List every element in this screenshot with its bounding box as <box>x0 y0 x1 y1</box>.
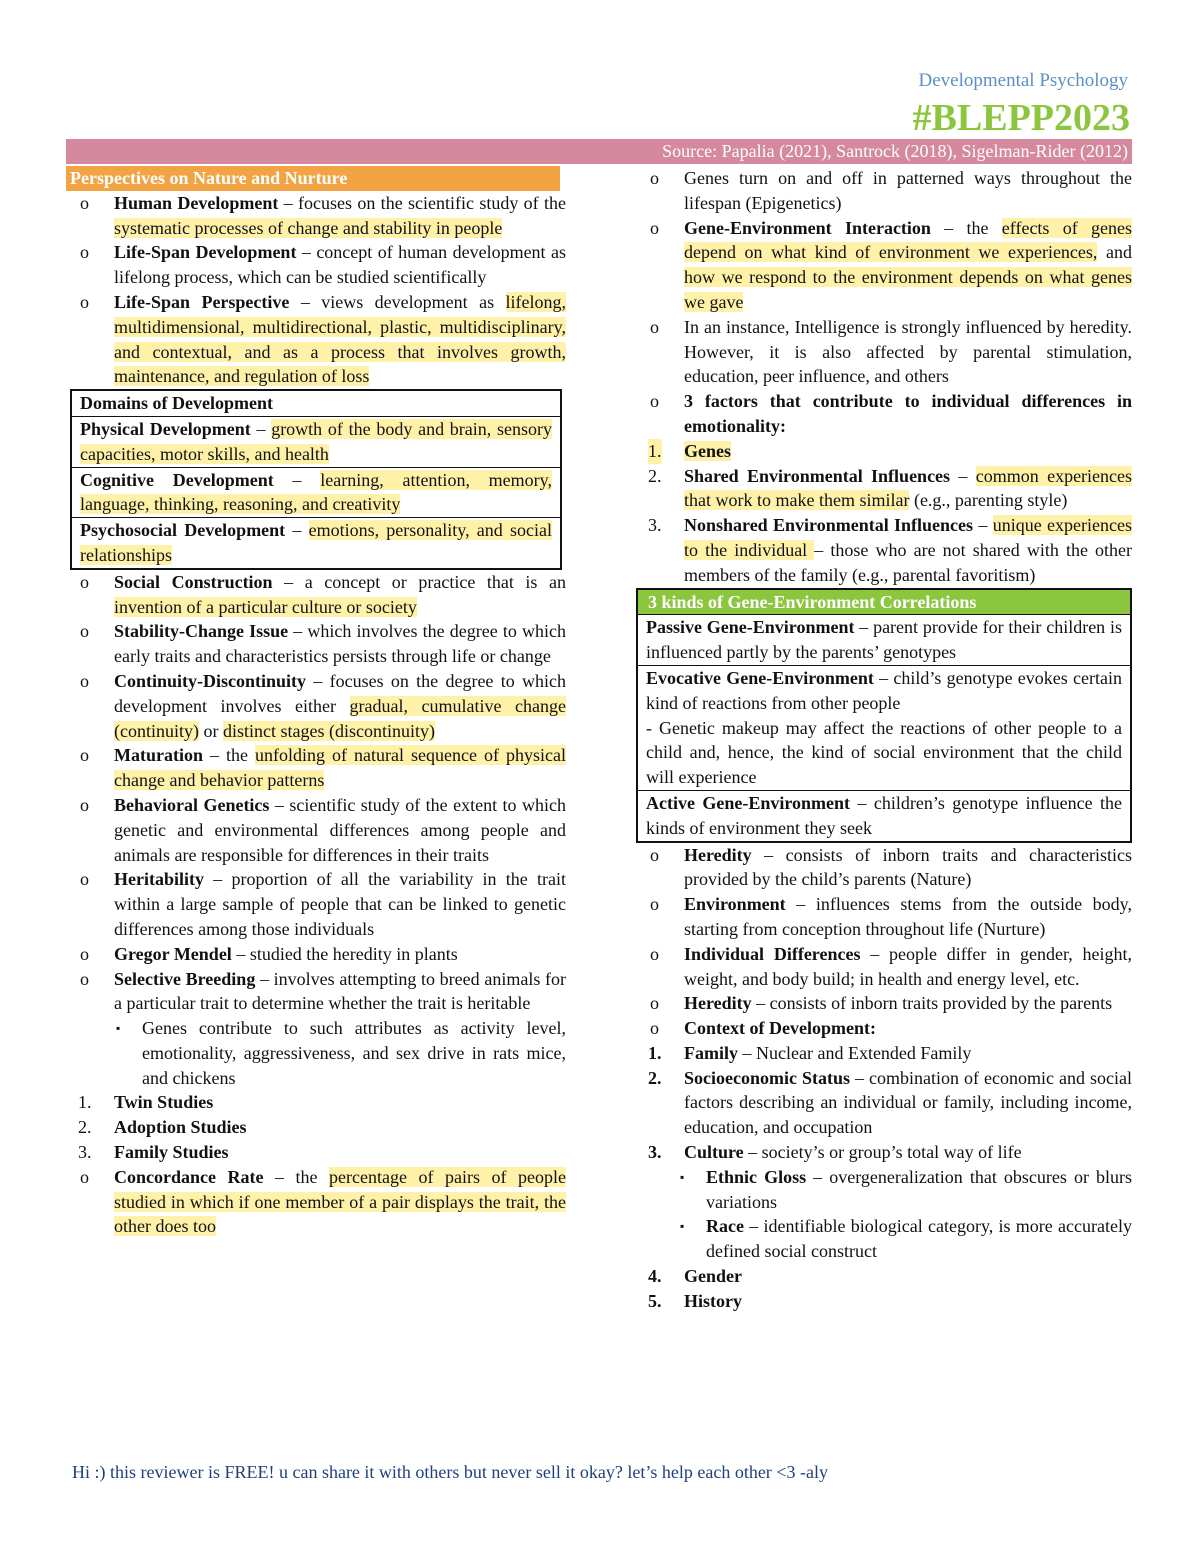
correlations-table <box>636 588 1132 843</box>
bullet-marker: o <box>650 943 659 964</box>
list-item: o Concordance Rate – the percentage of pairs of people studied in which if one member of a pair displays the trait, the other does too <box>80 1166 566 1237</box>
number-marker: 5. <box>648 1290 662 1311</box>
table-title: Domains of Development <box>80 393 273 414</box>
table-row: Cognitive Development – learning, attention, memory, language, thinking, reasoning, and creativity <box>72 467 560 518</box>
section-title: Perspectives on Nature and Nurture <box>66 166 560 191</box>
right-column <box>636 166 1132 1314</box>
table-row: Passive Gene-Environment – parent provide for their children is influenced partly by the parents’ genotypes <box>638 614 1130 665</box>
header-tag: #BLEPP2023 <box>912 97 1130 139</box>
number-marker: 1. <box>78 1092 92 1113</box>
bullet-marker: o <box>650 1018 659 1039</box>
list-item: 1. Genes <box>636 439 1132 464</box>
bullet-marker: o <box>80 943 89 964</box>
number-marker: 1. <box>648 1042 662 1063</box>
number-marker: 3. <box>648 515 662 536</box>
bullet-marker: o <box>80 670 89 691</box>
list-item: o Life-Span Development – concept of human development as lifelong process, which can be studied scientifically <box>80 242 566 288</box>
list-item: 2. Socioeconomic Status – combination of economic and social factors describing an individual or family, including income, education, and occupation <box>648 1067 1133 1138</box>
list-item: 3. Family Studies <box>66 1140 566 1165</box>
list-item: ▪ Ethnic Gloss – overgeneralization that obscures or blurs variations <box>680 1166 1132 1212</box>
list-item: 1. Twin Studies <box>66 1090 566 1115</box>
bullet-marker: o <box>80 291 89 312</box>
bullet-marker: o <box>650 894 659 915</box>
footer-note: Hi :) this reviewer is FREE! u can share it with others but never sell it okay? let’s help each other <3 -aly <box>72 1462 828 1482</box>
list-item: o Heredity – consists of inborn traits and characteristics provided by the child’s parents (Nature) <box>650 844 1132 890</box>
number-marker: 2. <box>78 1117 92 1138</box>
list-item: o 3 factors that contribute to individual differences in emotionality: <box>650 391 1132 436</box>
left-column <box>66 166 566 1239</box>
list-item: 5. History <box>636 1289 1132 1314</box>
list-item: o Heritability – proportion of all the variability in the trait within a large sample of people that can be linked to genetic differences among those individuals <box>80 869 566 939</box>
list-item: o Individual Differences – people differ in gender, height, weight, and body build; in health and energy level, etc. <box>650 943 1132 989</box>
table-title: 3 kinds of Gene-Environment Correlations <box>638 590 1130 615</box>
bullet-marker: o <box>80 242 89 263</box>
list-item: 3. Nonshared Environmental Influences – unique experiences to the individual – those who are not shared with the other members of the family (e.g., parental favoritism) <box>648 515 1133 585</box>
list-item: o Selective Breeding – involves attempting to breed animals for a particular trait to determine whether the trait is heritable <box>80 968 566 1014</box>
list-item: o Continuity-Discontinuity – focuses on the degree to which development involves either gradual, cumulative change (continuity) or distinct stages (discontinuity) <box>80 670 566 741</box>
bullet-marker: o <box>80 745 89 766</box>
number-marker: 4. <box>648 1266 662 1287</box>
bullet-marker: o <box>80 794 89 815</box>
list-item: 1. Family – Nuclear and Extended Family <box>636 1041 1132 1066</box>
bullet-marker: o <box>80 968 89 989</box>
list-item: 4. Gender <box>636 1264 1132 1289</box>
list-item: 2. Adoption Studies <box>66 1115 566 1140</box>
bullet-marker: o <box>650 993 659 1014</box>
list-item: o Stability-Change Issue – which involves the degree to which early traits and characteristics persists through life or change <box>80 621 567 667</box>
list-item: o Genes turn on and off in patterned ways throughout the lifespan (Epigenetics) <box>650 168 1132 213</box>
table-row: Evocative Gene-Environment – child’s genotype evokes certain kind of reactions from other people - Genetic makeup may affect the reactions of other people to a child and, hence, the kind of social environment that the child will experience <box>638 665 1130 790</box>
list-item: o Gene-Environment Interaction – the effects of genes depend on what kind of environment we experiences, and how we respond to the environment depends on what genes we gave <box>650 217 1132 312</box>
header-subject: Developmental Psychology <box>918 70 1128 91</box>
bullet-marker: o <box>650 217 659 238</box>
list-item: o Human Development – focuses on the scientific study of the systematic processes of change and stability in people <box>80 192 566 238</box>
list-item: o Gregor Mendel – studied the heredity in plants <box>66 942 566 967</box>
bullet-marker: o <box>650 391 659 412</box>
bullet-marker: o <box>80 1166 89 1187</box>
square-bullet-icon: ▪ <box>116 1021 121 1036</box>
number-marker: 2. <box>648 1067 662 1088</box>
table-row: Psychosocial Development – emotions, personality, and social relationships <box>72 517 560 568</box>
bullet-marker: o <box>80 621 89 642</box>
list-item: o Behavioral Genetics – scientific study of the extent to which genetic and environmental differences among people and animals are responsible for differences in their traits <box>80 794 566 865</box>
number-marker: 1. <box>648 439 662 464</box>
square-bullet-icon: ▪ <box>680 1169 685 1184</box>
bullet-marker: o <box>650 168 659 188</box>
bullet-marker: o <box>80 571 89 592</box>
bullet-marker: o <box>80 192 89 213</box>
table-row: Active Gene-Environment – children’s genotype influence the kinds of environment they seek <box>638 790 1130 841</box>
list-item: o In an instance, Intelligence is strongly influenced by heredity. However, it is also affected by parental stimulation, education, peer influence, and others <box>650 316 1132 387</box>
bullet-marker: o <box>80 869 89 890</box>
list-item: ▪ Genes contribute to such attributes as activity level, emotionality, aggressiveness, and sex drive in rats mice, and chickens <box>116 1018 566 1088</box>
bullet-marker: o <box>650 844 659 865</box>
list-item: 2. Shared Environmental Influences – common experiences that work to make them similar (e.g., parenting style) <box>648 465 1133 511</box>
square-bullet-icon: ▪ <box>680 1219 685 1234</box>
list-item: o Context of Development: <box>636 1016 1132 1041</box>
list-item: o Social Construction – a concept or practice that is an invention of a particular culture or society <box>80 571 566 617</box>
list-item: o Life-Span Perspective – views development as lifelong, multidimensional, multidirectional, plastic, multidisciplinary, and contextual, and as a process that involves growth, maintenance, and regulation of loss <box>80 291 567 387</box>
source-bar: Source: Papalia (2021), Santrock (2018), Sigelman-Rider (2012) <box>66 139 1132 164</box>
list-item: o Maturation – the unfolding of natural sequence of physical change and behavior patterns <box>80 745 566 791</box>
number-marker: 3. <box>78 1142 92 1163</box>
number-marker: 3. <box>648 1142 662 1163</box>
number-marker: 2. <box>648 465 662 486</box>
list-item: ▪ Race – identifiable biological category, is more accurately defined social construct <box>680 1216 1132 1262</box>
list-item: o Environment – influences stems from the outside body, starting from conception throughout life (Nurture) <box>650 894 1132 939</box>
bullet-marker: o <box>650 316 659 337</box>
domains-table <box>70 389 562 570</box>
list-item: 3. Culture – society’s or group’s total way of life <box>636 1140 1132 1165</box>
table-row: Physical Development – growth of the body and brain, sensory capacities, motor skills, and health <box>72 416 560 467</box>
list-item: o Heredity – consists of inborn traits provided by the parents <box>636 991 1132 1016</box>
